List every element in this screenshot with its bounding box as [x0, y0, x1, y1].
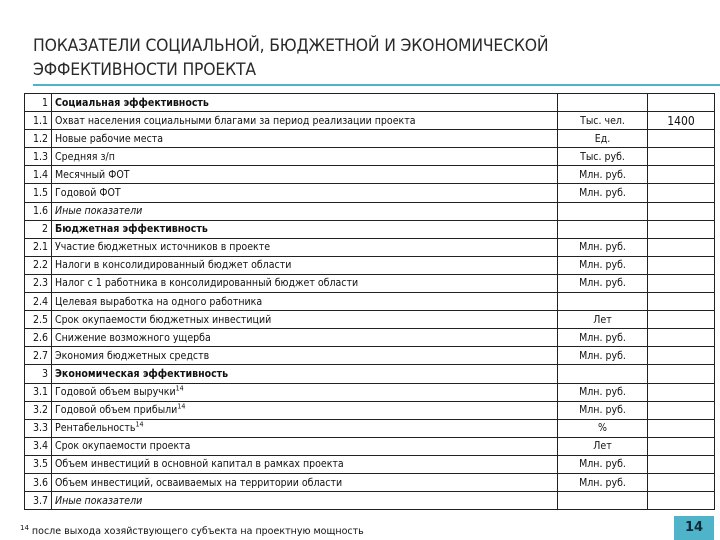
unit-cell: Млн. руб.	[558, 455, 648, 473]
unit-cell: Млн. руб.	[558, 383, 648, 401]
unit-cell: Млн. руб.	[558, 238, 648, 256]
indicator-label	[52, 238, 558, 256]
table-row	[25, 256, 715, 274]
row-number: 3.6	[25, 473, 52, 491]
table-row	[25, 437, 715, 455]
value-cell	[648, 383, 715, 401]
indicator-label	[52, 419, 558, 437]
table-row	[25, 220, 715, 238]
table-row	[25, 455, 715, 473]
page-number: 14	[674, 516, 714, 540]
row-number: 2.1	[25, 238, 52, 256]
row-number: 3.1	[25, 383, 52, 401]
table-row	[25, 401, 715, 419]
value-cell	[648, 419, 715, 437]
value-cell	[648, 130, 715, 148]
indicator-label	[52, 365, 558, 383]
table-row	[25, 238, 715, 256]
indicator-text: Иные показатели	[55, 205, 143, 218]
table-row	[25, 274, 715, 292]
title-underline	[33, 84, 720, 86]
indicator-label	[52, 184, 558, 202]
table-row	[25, 492, 715, 510]
value-cell	[648, 347, 715, 365]
indicator-text: Рентабельность	[55, 422, 136, 435]
table-row	[25, 94, 715, 112]
page-title: ПОКАЗАТЕЛИ СОЦИАЛЬНОЙ, БЮДЖЕТНОЙ И ЭКОНОМИЧЕСКОЙ ЭФФЕКТИВНОСТИ ПРОЕКТА	[33, 36, 549, 80]
indicators-table	[24, 93, 715, 510]
indicator-text: Годовой объем прибыли	[55, 404, 178, 417]
indicator-label	[52, 293, 558, 311]
unit-cell	[558, 94, 648, 112]
footnote	[20, 524, 364, 537]
indicator-text: Иные показатели	[55, 494, 143, 507]
indicator-text: Налоги в консолидированный бюджет области	[55, 259, 292, 272]
unit-cell: Млн. руб.	[558, 329, 648, 347]
value-cell	[648, 274, 715, 292]
row-number: 1.5	[25, 184, 52, 202]
footnote-ref: 14	[135, 420, 144, 429]
indicator-label	[52, 94, 558, 112]
indicator-label	[52, 256, 558, 274]
unit-cell	[558, 202, 648, 220]
value-cell	[648, 256, 715, 274]
row-number: 1.1	[25, 112, 52, 130]
value-cell	[648, 166, 715, 184]
indicator-label	[52, 148, 558, 166]
value-cell	[648, 455, 715, 473]
row-number: 1	[25, 94, 52, 112]
indicator-label	[52, 329, 558, 347]
unit-cell: Млн. руб.	[558, 401, 648, 419]
table-row	[25, 112, 715, 130]
value-cell	[648, 220, 715, 238]
row-number: 1.4	[25, 166, 52, 184]
indicator-label	[52, 202, 558, 220]
indicator-label	[52, 166, 558, 184]
unit-cell: Тыс. чел.	[558, 112, 648, 130]
row-number: 3.7	[25, 492, 52, 510]
row-number: 2.5	[25, 311, 52, 329]
row-number: 2	[25, 220, 52, 238]
indicator-text: Новые рабочие места	[55, 132, 164, 145]
value-cell: 1400	[648, 112, 715, 130]
indicator-label	[52, 112, 558, 130]
table-row	[25, 184, 715, 202]
value-cell	[648, 94, 715, 112]
unit-cell: Млн. руб.	[558, 256, 648, 274]
unit-cell: Млн. руб.	[558, 347, 648, 365]
value-cell	[648, 329, 715, 347]
indicator-label	[52, 383, 558, 401]
unit-cell	[558, 365, 648, 383]
footnote-text: после выхода хозяйствующего субъекта на проектную мощность	[31, 526, 364, 538]
indicator-label	[52, 130, 558, 148]
table-row	[25, 329, 715, 347]
table-row	[25, 293, 715, 311]
row-number: 1.6	[25, 202, 52, 220]
row-number: 2.6	[25, 329, 52, 347]
unit-cell: Млн. руб.	[558, 473, 648, 491]
value-cell	[648, 293, 715, 311]
unit-cell: Млн. руб.	[558, 166, 648, 184]
indicator-label	[52, 437, 558, 455]
row-number: 3.3	[25, 419, 52, 437]
table-row	[25, 130, 715, 148]
unit-cell: Тыс. руб.	[558, 148, 648, 166]
indicator-text: Объем инвестиций, осваиваемых на территории области	[55, 476, 343, 489]
unit-cell	[558, 220, 648, 238]
unit-cell: Лет	[558, 311, 648, 329]
row-number: 1.3	[25, 148, 52, 166]
unit-cell: Млн. руб.	[558, 274, 648, 292]
indicator-text: Годовой объем выручки	[55, 386, 176, 399]
indicator-text: Месячный ФОТ	[55, 168, 130, 181]
row-number: 2.2	[25, 256, 52, 274]
table-row	[25, 202, 715, 220]
table-row	[25, 311, 715, 329]
row-number: 2.3	[25, 274, 52, 292]
table-row	[25, 166, 715, 184]
indicator-text: Бюджетная эффективность	[55, 223, 208, 236]
indicator-text: Участие бюджетных источников в проекте	[55, 241, 271, 254]
indicator-text: Срок окупаемости бюджетных инвестиций	[55, 313, 272, 326]
row-number: 3	[25, 365, 52, 383]
footnote-ref: 14	[177, 402, 186, 411]
value-cell	[648, 365, 715, 383]
indicator-text: Социальная эффективность	[55, 96, 209, 109]
indicator-text: Объем инвестиций в основной капитал в рамках проекта	[55, 458, 344, 471]
indicator-text: Средняя з/п	[55, 150, 115, 163]
footnote-ref: 14	[175, 384, 184, 393]
value-cell	[648, 202, 715, 220]
row-number: 1.2	[25, 130, 52, 148]
row-number: 2.4	[25, 293, 52, 311]
indicator-text: Охват населения социальными благами за период реализации проекта	[55, 114, 416, 127]
value-cell	[648, 437, 715, 455]
row-number: 3.2	[25, 401, 52, 419]
indicator-text: Налог с 1 работника в консолидированный бюджет области	[55, 277, 359, 290]
row-number: 2.7	[25, 347, 52, 365]
row-number: 3.5	[25, 455, 52, 473]
footnote-mark: 14	[20, 524, 29, 532]
table-row	[25, 347, 715, 365]
indicator-label	[52, 473, 558, 491]
indicator-text: Целевая выработка на одного работника	[55, 295, 263, 308]
unit-cell: Млн. руб.	[558, 184, 648, 202]
indicator-label	[52, 455, 558, 473]
table-row	[25, 365, 715, 383]
indicator-label	[52, 401, 558, 419]
indicator-text: Экономия бюджетных средств	[55, 349, 210, 362]
value-cell	[648, 184, 715, 202]
value-cell	[648, 492, 715, 510]
indicator-label	[52, 492, 558, 510]
unit-cell: Ед.	[558, 130, 648, 148]
value-cell	[648, 148, 715, 166]
table-row	[25, 473, 715, 491]
table-row	[25, 383, 715, 401]
indicator-label	[52, 274, 558, 292]
indicator-label	[52, 311, 558, 329]
row-number: 3.4	[25, 437, 52, 455]
indicator-text: Годовой ФОТ	[55, 187, 121, 200]
value-cell	[648, 311, 715, 329]
table-row	[25, 419, 715, 437]
indicator-text: Срок окупаемости проекта	[55, 440, 191, 453]
indicator-text: Экономическая эффективность	[55, 367, 229, 380]
unit-cell: %	[558, 419, 648, 437]
value-cell	[648, 238, 715, 256]
value-cell	[648, 473, 715, 491]
indicator-label	[52, 347, 558, 365]
indicator-label	[52, 220, 558, 238]
unit-cell	[558, 293, 648, 311]
indicator-text: Снижение возможного ущерба	[55, 331, 211, 344]
table-row	[25, 148, 715, 166]
unit-cell	[558, 492, 648, 510]
value-cell	[648, 401, 715, 419]
unit-cell: Лет	[558, 437, 648, 455]
